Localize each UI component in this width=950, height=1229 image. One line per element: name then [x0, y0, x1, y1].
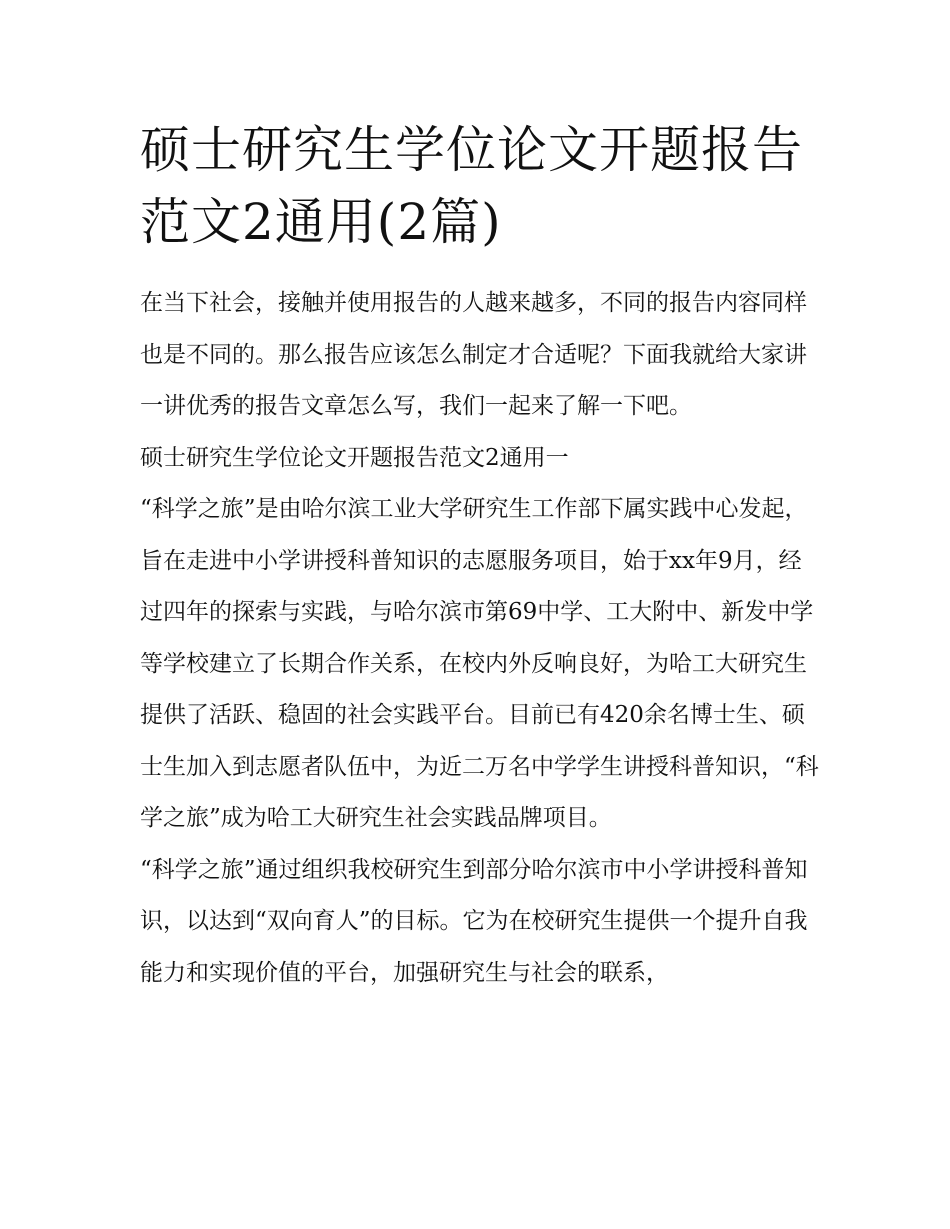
document-page [140, 114, 820, 999]
document-body [140, 278, 820, 999]
title-line-1: 硕士研究生学位论文开题报告 [140, 121, 803, 179]
section-heading: 硕士研究生学位论文开题报告范文2通用一 [140, 444, 569, 471]
body-paragraph: “科学之旅”是由哈尔滨工业大学研究生工作部下属实践中心发起，旨在走进中小学讲授科普知识的志愿服务项目，始于xx年9月，经过四年的探索与实践，与哈尔滨市第69中学、工大附中、新发中学等学校建立了长期合作关系，在校内外反响良好，为哈工大研究生提供了活跃、稳固的社会实践平台。目前已有420余名博士生、硕士生加入到志愿者队伍中，为近二万名中学学生讲授科普知识，“科学之旅”成为哈工大研究生社会实践品牌项目。 [140, 496, 819, 831]
body-paragraph: “科学之旅”通过组织我校研究生到部分哈尔滨市中小学讲授科普知识，以达到“双向育人”的目标。它为在校研究生提供一个提升自我能力和实现价值的平台，加强研究生与社会的联系， [140, 856, 808, 986]
title-line-2: 范文2通用(2篇) [140, 193, 502, 251]
document-title [140, 114, 820, 258]
intro-paragraph: 在当下社会，接触并使用报告的人越来越多，不同的报告内容同样也是不同的。那么报告应该怎么制定才合适呢？下面我就给大家讲一讲优秀的报告文章怎么写，我们一起来了解一下吧。 [140, 290, 807, 419]
